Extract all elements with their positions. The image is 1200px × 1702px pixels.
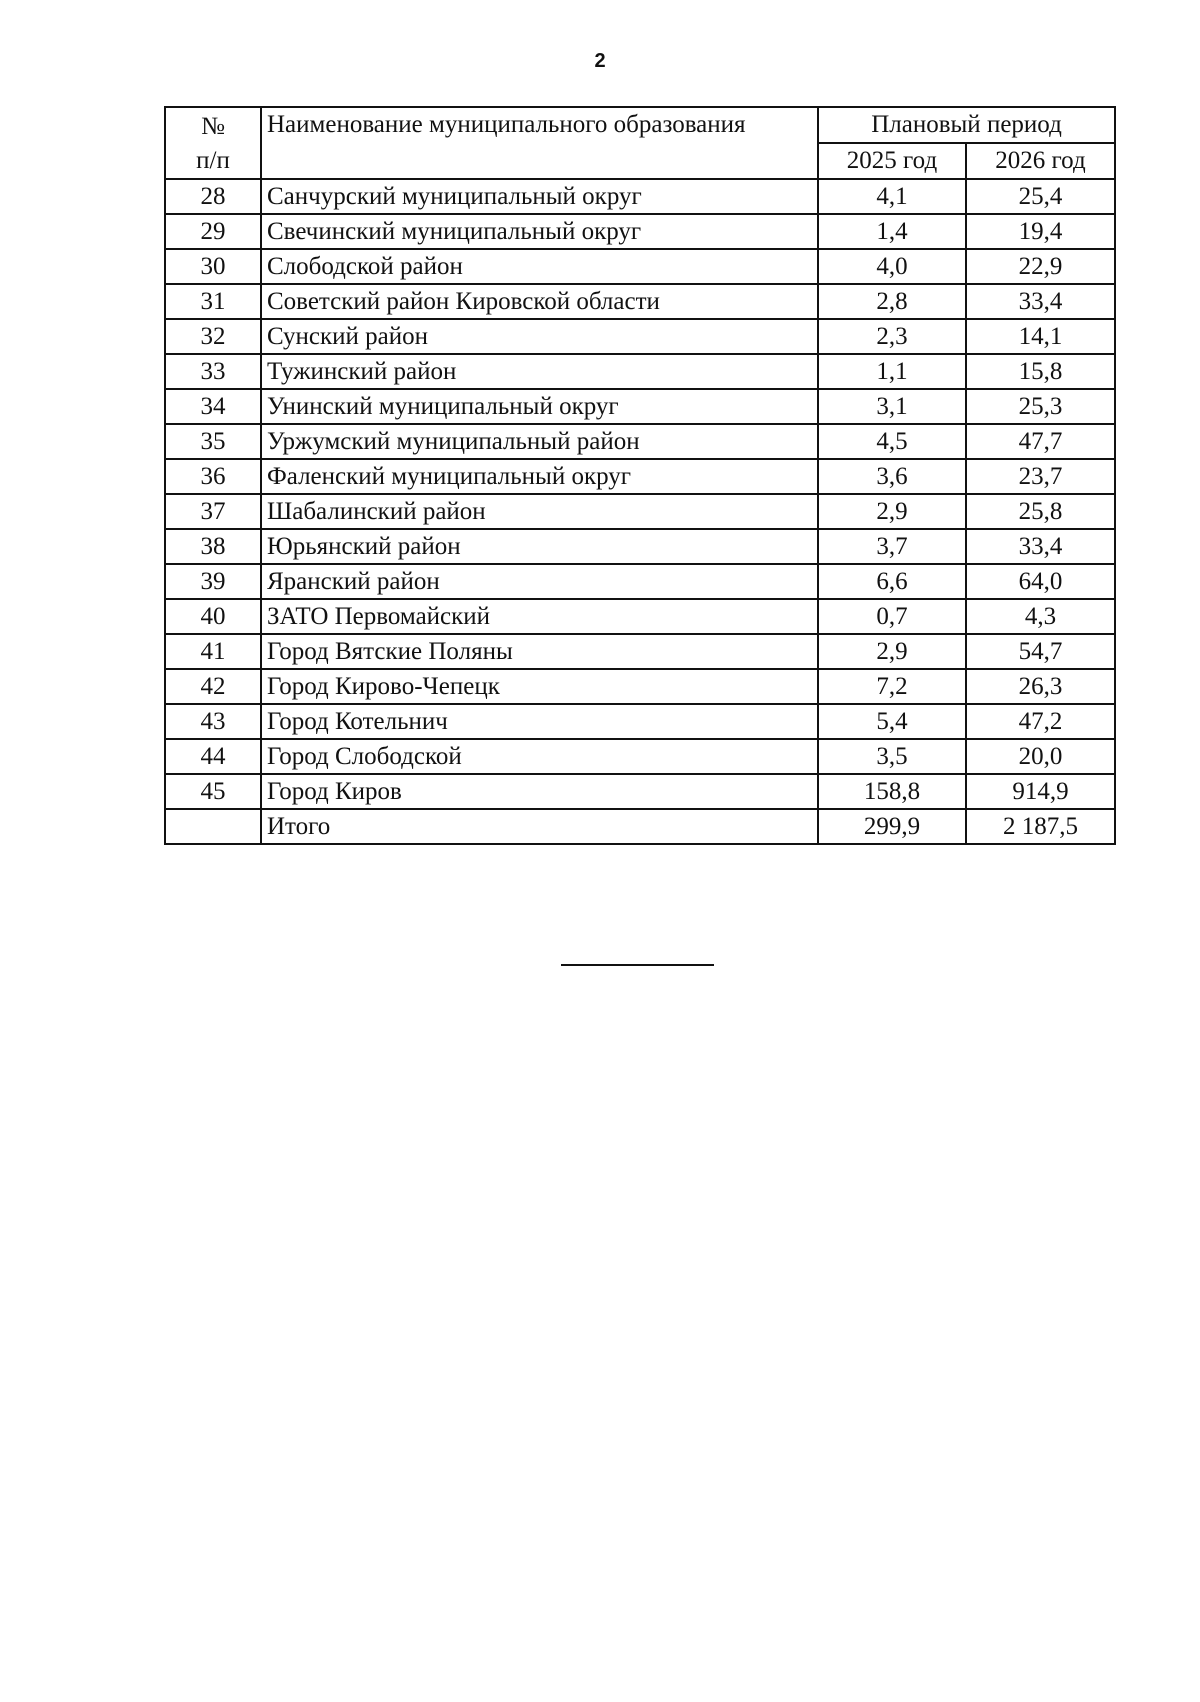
header-number-sublabel: п/п — [196, 146, 230, 174]
table-row — [165, 354, 1115, 389]
row-value-2026: 47,7 — [966, 424, 1115, 459]
total-row — [165, 809, 1115, 844]
row-value-2026: 33,4 — [966, 529, 1115, 564]
table-row — [165, 459, 1115, 494]
row-number: 33 — [165, 354, 261, 389]
row-value-2025: 7,2 — [818, 669, 966, 704]
header-name-cell: Наименование муниципального образования — [261, 107, 818, 179]
row-number: 28 — [165, 179, 261, 214]
row-value-2026: 47,2 — [966, 704, 1115, 739]
row-value-2025: 158,8 — [818, 774, 966, 809]
row-value-2025: 2,8 — [818, 284, 966, 319]
row-value-2025: 6,6 — [818, 564, 966, 599]
row-name: Советский район Кировской области — [261, 284, 818, 319]
row-name: Слободской район — [261, 249, 818, 284]
row-value-2025: 3,1 — [818, 389, 966, 424]
row-name: Город Слободской — [261, 739, 818, 774]
row-value-2026: 20,0 — [966, 739, 1115, 774]
table-row — [165, 249, 1115, 284]
row-number: 29 — [165, 214, 261, 249]
row-number: 35 — [165, 424, 261, 459]
row-value-2025: 1,1 — [818, 354, 966, 389]
row-name: Город Кирово-Чепецк — [261, 669, 818, 704]
row-name: Город Киров — [261, 774, 818, 809]
header-year-2025: 2025 год — [818, 143, 966, 179]
header-number-cell — [165, 107, 261, 179]
row-value-2026: 25,8 — [966, 494, 1115, 529]
table-row — [165, 424, 1115, 459]
table-row — [165, 599, 1115, 634]
row-number: 41 — [165, 634, 261, 669]
row-value-2025: 4,0 — [818, 249, 966, 284]
row-value-2026: 22,9 — [966, 249, 1115, 284]
end-separator-line — [561, 964, 714, 966]
row-value-2025: 2,9 — [818, 494, 966, 529]
row-name: ЗАТО Первомайский — [261, 599, 818, 634]
row-value-2026: 4,3 — [966, 599, 1115, 634]
row-number: 32 — [165, 319, 261, 354]
row-name: Город Вятские Поляны — [261, 634, 818, 669]
row-number: 43 — [165, 704, 261, 739]
row-value-2026: 15,8 — [966, 354, 1115, 389]
row-number: 38 — [165, 529, 261, 564]
header-number-label: № — [201, 113, 225, 140]
row-number: 37 — [165, 494, 261, 529]
row-name: Яранский район — [261, 564, 818, 599]
header-period-cell: Плановый период — [818, 107, 1115, 143]
row-value-2025: 0,7 — [818, 599, 966, 634]
table-row — [165, 214, 1115, 249]
row-number: 34 — [165, 389, 261, 424]
row-name: Шабалинский район — [261, 494, 818, 529]
row-name: Тужинский район — [261, 354, 818, 389]
row-value-2025: 5,4 — [818, 704, 966, 739]
table-body — [165, 179, 1115, 844]
row-name: Сунский район — [261, 319, 818, 354]
row-value-2025: 4,5 — [818, 424, 966, 459]
row-value-2026: 2 187,5 — [966, 809, 1115, 844]
row-value-2026: 25,3 — [966, 389, 1115, 424]
row-value-2026: 54,7 — [966, 634, 1115, 669]
row-number: 42 — [165, 669, 261, 704]
page-number: 2 — [594, 50, 606, 72]
row-number: 30 — [165, 249, 261, 284]
table-row — [165, 669, 1115, 704]
row-name: Итого — [261, 809, 818, 844]
allocation-table — [164, 106, 1116, 845]
table-row — [165, 529, 1115, 564]
row-value-2026: 25,4 — [966, 179, 1115, 214]
row-value-2025: 2,3 — [818, 319, 966, 354]
row-number — [165, 809, 261, 844]
row-number: 44 — [165, 739, 261, 774]
row-name: Уржумский муниципальный район — [261, 424, 818, 459]
table-row — [165, 494, 1115, 529]
table-row — [165, 389, 1115, 424]
row-value-2025: 3,5 — [818, 739, 966, 774]
row-number: 45 — [165, 774, 261, 809]
row-value-2026: 19,4 — [966, 214, 1115, 249]
row-value-2025: 299,9 — [818, 809, 966, 844]
row-name: Город Котельнич — [261, 704, 818, 739]
row-name: Унинский муниципальный округ — [261, 389, 818, 424]
row-number: 36 — [165, 459, 261, 494]
row-value-2025: 1,4 — [818, 214, 966, 249]
table-row — [165, 179, 1115, 214]
row-name: Юрьянский район — [261, 529, 818, 564]
table-row — [165, 774, 1115, 809]
row-value-2026: 914,9 — [966, 774, 1115, 809]
row-value-2025: 3,6 — [818, 459, 966, 494]
row-value-2026: 33,4 — [966, 284, 1115, 319]
table-row — [165, 739, 1115, 774]
row-value-2025: 3,7 — [818, 529, 966, 564]
table-row — [165, 284, 1115, 319]
table-row — [165, 564, 1115, 599]
row-value-2026: 14,1 — [966, 319, 1115, 354]
table-row — [165, 704, 1115, 739]
table-row — [165, 634, 1115, 669]
row-number: 40 — [165, 599, 261, 634]
table-header — [165, 107, 1115, 179]
row-value-2025: 4,1 — [818, 179, 966, 214]
header-row-1 — [165, 107, 1115, 143]
row-name: Санчурский муниципальный округ — [261, 179, 818, 214]
row-name: Свечинский муниципальный округ — [261, 214, 818, 249]
row-number: 31 — [165, 284, 261, 319]
row-value-2026: 26,3 — [966, 669, 1115, 704]
row-value-2025: 2,9 — [818, 634, 966, 669]
row-name: Фаленский муниципальный округ — [261, 459, 818, 494]
row-value-2026: 64,0 — [966, 564, 1115, 599]
header-year-2026: 2026 год — [966, 143, 1115, 179]
table-row — [165, 319, 1115, 354]
row-number: 39 — [165, 564, 261, 599]
row-value-2026: 23,7 — [966, 459, 1115, 494]
